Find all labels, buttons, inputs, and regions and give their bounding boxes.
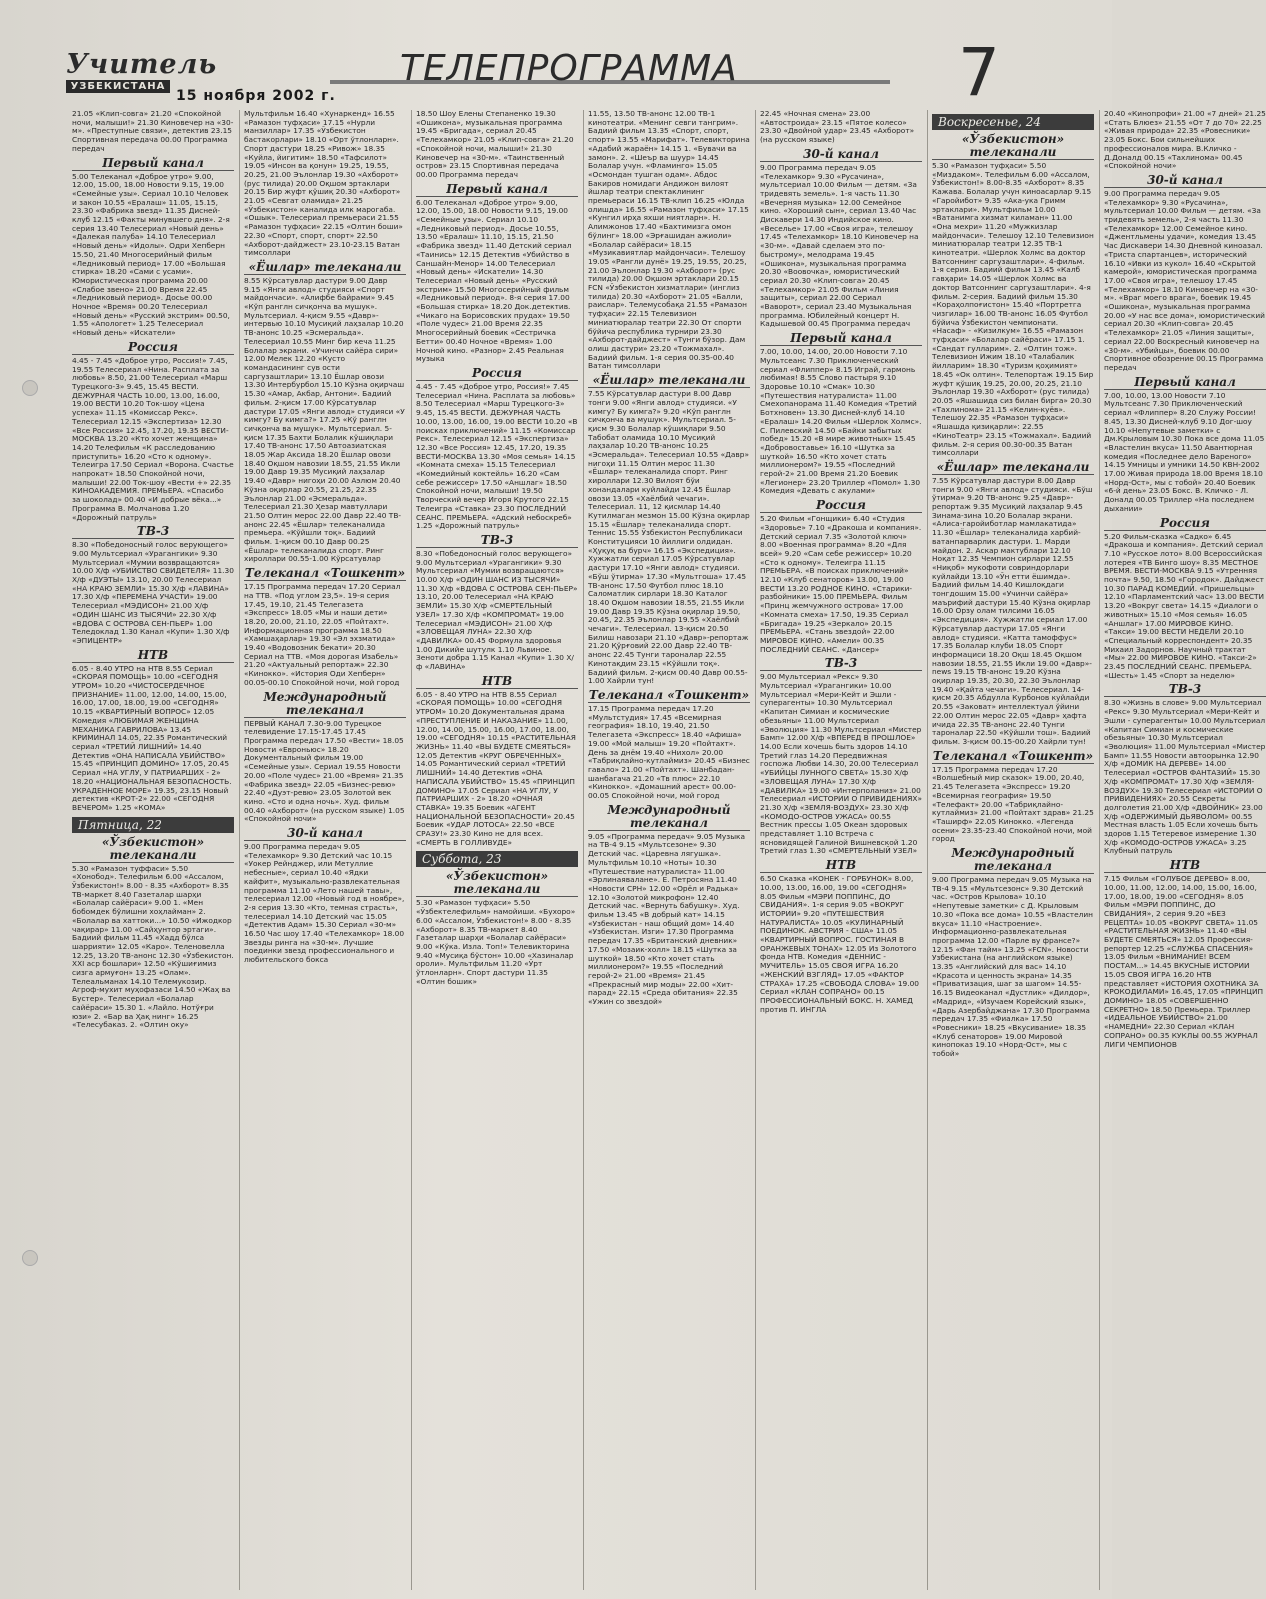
program-listing: 9.00 Программа передач 9.05 «Телехамкор» 9.30 Детский час 10.15 «Уокер Рейнджер, или Метуллие небесные», сериал 10.40 «Ядки кайфит», музыкально-развлекательная программа 11.10 «Лето нашей тавы», телесериал 12.00 «Новый год в ноябре», 2-я серия 13.30 «Кто, темная страсть», телесериал 14.10 Детский час 15.05 «Детектив Адам» 15.30 Сериал «30-м» 16.50 Час шоу 17.40 «Телехамкор» 18.00 Звезды ринга на «30-м». Лучшие поединки звезд профессионального и любительского бокса <box>244 842 405 965</box>
day-heading: Воскресенье, 24 <box>932 114 1094 130</box>
channel-heading: Телеканал «Тошкент» <box>932 748 1094 763</box>
channel-heading: НТВ <box>416 675 578 689</box>
program-listing: 7.55 Кўрсатувлар дастури 8.00 Давр тонги 9.00 «Янги авлод» студияси. «Бўш ўтирма» 9.20 ТВ-анонс 9.25 «Давр»-репортаж 9.35 Мусиқий лаҳзалар 9.45 Зинама-зина 10.20 Болалар экрани. «Алиса-гаройиботлар мамлакатида» 11.30 «Ёшлар» телеканалида харбий-ватанпарварлик дастури. 1. Марди майдон. 2. Аскар мактублари 12.10 Ноқат 12.35 Чемпион сирлари 12.55 «Ниқоб» мукофоти совриндорлари куйлайди 13.10 «Ўн етти ёшимда». Бадиий фильм 14.40 Кишлоқдаги тонгдошим 15.00 «Учинчи сайёра» маърифий дастури 15.40 Кўзна оқирлар 16.00 Орзу олам тилсими 16.05 «Экспедиция». Хужжатли сериал 17.00 Кўрсатувлар дастури 17.05 «Янги авлод» студияси. «Катта тамоффус» 17.35 Болалар клуби 18.05 Спорт информациси 18.20 Оқш 18.45 Оқшом навозии 18.55, 21.55 Икли 19.00 «Давр»-news 19.15 ТВ-анонс 19.20 Кўзна оқирлар 19.35, 20.30, 22.30 Эълонлар 19.40 «Қайта чечаги». Телесериал. 14-қисм 20.35 Абдулла Курбонов куйлайди 20.55 «Заковат» интеллектуал ўйини 22.00 Олтин мерос 22.05 «Давр» ҳафта ичида 22.35 ТВ-анонс 22.40 Тунги тароналар 22.50 «Кўйшли тош». Бадиий фильм. 3-қисм 00.15-00.20 Хайрли тун! <box>932 475 1093 746</box>
channel-heading: «Ўзбекистон» телеканали <box>72 836 234 863</box>
channel-heading: Первый канал <box>72 157 234 171</box>
page-number: 7 <box>958 34 1000 111</box>
program-listing: 17.15 Программа передач 17.20 «Волшебный мир сказок» 19.00, 20.40, 21.45 Телегазета «Экспресс» 19.20 «Всемирная география» 19.50 «Телефакт» 20.00 «Табриқлайно-кутлаймиз» 21.00 «Пойтахт здрав» 21.25 «Таширф» 22.05 Кинокко. «Легенда осени» 23.35-23.40 Спокойной ночи, мой город <box>932 764 1094 844</box>
channel-heading: НТВ <box>1104 859 1266 873</box>
day-heading: Пятница, 22 <box>72 817 234 833</box>
logo-bar: УЗБЕКИСТАНА <box>66 80 170 93</box>
program-listing: 9.00 Программа передач 9.05 «Телехамкор» 9.30 «Русачина», мультсериал 10.00 Фильм — детям. «За тридевять земель». 1-я часть 11.30 «Вечерняя музыка» 12.00 Семейное кино. «Хороший сын», сериал 13.40 Час Дискавери 14.30 Индийское кино. «Веселье» 17.00 «Своя игра», телешоу 17.45 «Телехамкор» 18.10 Киновечер на «30-м». «Давай сделаем это по-быстрому», мелодрама 19.45 «Ошикона», музыкальная программа 20.30 «Воовочка», юмористический сериал 20.30 «Клип-совга» 20.45 «Телехамкор» 21.05 Фильм «Линия защиты», сериал 22.00 Сериал «Ваворот», сериал 23.40 Музыкальная программа. Юбилейный концерт Н. Кадышевой 00.45 Программа передач <box>760 162 919 329</box>
channel-heading: Международный телеканал <box>244 691 406 718</box>
channel-heading: Россия <box>416 367 578 381</box>
program-listing: Мультфильм 16.40 «Хунаркенд» 16.55 «Рамазон туфҳаси» 17.15 «Нурли манзиллар» 17.35 «Ўзбекистон бастакорлари» 18.10 «Орт ўтлонларн». Спорт дастури 18.25 «Ривож» 18.35 «Куйла, йигитим» 18.50 «Тафсилот» 19.05 «Инсон ва қонун» 19.25, 19.55, 20.25, 21.00 Эълонлар 19.30 «Ахборот» (рус тилида) 20.00 Оқшом эртаклари 20.15 Бир жуфт қўшиқ 20.30 «Ахборот» 21.05 «Севгат оламида» 21.25 «Ўзбекистон» каналида илк марогаба. «Ошык». Телесериал премьераси 21.55 «Рамазон туфҳаси» 22.15 «Олтин боши» 22.30 «Спорт, спорт, спорт» 22.50 «Ахборот-дайджест» 23.10-23.15 Ватан тимсоллари <box>244 109 403 258</box>
program-listing: 5.20 Фильм-сказка «Садко» 6.45 «Дракоша и компания». Детский сериал 7.10 «Русское лото» 8.00 Всероссийская лотерея «ТВ Бинго шоу» 8.35 МЕСТНОЕ ВРЕМЯ. ВЕСТИ-МОСКВА 9.15 «Утренняя почта» 9.50, 18.50 «Городок». Дайджест 10.30 ПАРАД КОМЕДИЙ. «Пришельцы» 12.10 «Парламентский час» 13.00 ВЕСТИ 13.20 «Вокруг света» 14.15 «Диалоги о животных» 15.10 «Моя семья» 16.05 «Аншлаг» 17.00 МИРОВОЕ КИНО. «Такси» 19.00 ВЕСТИ НЕДЕЛИ 20.10 «Специальный корреспондент» 20.35 Михаил Задорнов. Научный трактат «Мы» 22.00 МИРОВОЕ КИНО. «Такси-2» 23.45 ПОСЛЕДНИЙ СЕАНС. ПРЕМЬЕРА. «Шесть» 1.45 «Спорт за неделю» <box>1104 531 1265 680</box>
channel-heading: Телеканал «Тошкент» <box>588 688 750 702</box>
channel-heading: Телеканал «Тошкент» <box>244 566 406 581</box>
program-listing: 5.00 Телеканал «Доброе утро» 9.00, 12.00, 15.00, 18.00 Новости 9.15, 19.00 «Семейные узы». Сериал 10.10 Человек и закон 10.55 «Ералаш» 11.05, 15.15, 23.30 «Фабрика звезд» 11.35 Дисней-клуб 12.15 «Факты минувшего дня». 2-я серия 13.40 Телесериал «Новый день» «Далекая палуба» 14.10 Телесериал «Новый день» «Идолы». Одри Хепберн 15.50, 21.40 Многосерийный фильм «Ледниковый период» 17.00 «Большая стирка» 18.20 «Сами с усами». Юмористическая программа 20.00 «Слабое звено» 21.00 Время 22.45 «Ледниковый период». Досье 00.00 Ночное «Время» 00.20 Телесериал «Новый день» «Русский экстрим» 00.50, 1.55 «Апологет» 1.25 Телесериал «Новый день» «Искатели» <box>72 171 230 338</box>
channel-heading: НТВ <box>760 859 922 873</box>
channel-heading: «Ёшлар» телеканали <box>244 261 406 275</box>
column-divider <box>927 110 928 1590</box>
program-listing: ПЕРВЫЙ КАНАЛ 7.30-9.00 Турецкое телевидение 17.15-17.45 17.45 Программа передач 17.50 «Вести» 18.05 Новости «Евроньюс» 18.20 Документальный фильм 19.00 «Семейные узы». Сериал 19.55 Новости 20.00 «Поле чудес» 21.00 «Время» 21.35 «Фабрика звезд» 22.05 «Бизнес-ревю» 22.40 «Дуэт-ревю» 23.05 Золотой век кино. «Сто и одна ночь». Худ. фильм 00.40 «Ахборот» (на русском языке) 1.05 «Спокойной ночи» <box>244 718 405 824</box>
channel-heading: ТВ-3 <box>72 525 234 539</box>
channel-heading: 30-й канал <box>760 148 922 162</box>
punch-hole <box>22 1250 38 1266</box>
program-listing: 22.45 «Ночная смена» 23.00 «Автостроида» 23.15 «Пятое колесо» 23.30 «Двойной удар» 23.45 «Ахборот» (на русском языке) <box>760 109 915 145</box>
program-listing: 4.45 - 7.45 «Доброе утро, Россия!» 7.45 Телесериал «Нина. Расплата за любовь» 8.50 Телесериал «Марш Турецкого-3» 9.45, 15.45 ВЕСТИ. ДЕЖУРНАЯ ЧАСТЬ 10.00, 13.00, 16.00, 19.00 ВЕСТИ 10.20 «В поисках приключений» 11.15 «Комиссар Рекс». Телесериал 12.15 «Экспертиза» 12.30 «Все Россия» 12.45, 17.20, 19.35 ВЕСТИ-МОСКВА 13.30 «Моя семья» 14.15 «Комната смеха» 15.15 Телесериал «Комедийный коктейль» 16.20 «Сам себе режиссер» 17.50 «Аншлаг» 18.50 Спокойной ночи, малыши! 19.50 Творческий вечер Игоря Крутого 22.15 Телеигра «Ставка» 23.30 ПОСЛЕДНИЙ СЕАНС. ПРЕМЬЕРА. «Адский небоскреб» 1.25 «Дорожный патруль» <box>416 381 578 531</box>
punch-hole <box>22 380 38 396</box>
program-column <box>72 110 234 1590</box>
program-column <box>588 110 750 1590</box>
program-listing: 7.00, 10.00, 13.00 Новости 7.10 Мультсеанс 7.30 Приключенческий сериал «Флиппер» 8.20 Служу России! 8.45, 13.30 Дисней-клуб 9.10 Дог-шоу 10.10 «Непутевые заметки» с Дм.Крыловым 10.30 Пока все дома 11.05 «Властелин вкуса» 11.50 Авантюрная комедия «Последнее дело Вареного» 14.15 Умницы и умники 14.50 КВН-2002 17.00 Живая природа 18.00 Время 18.10 «Норд-Ост», мы с тобой» 20.40 Боевик «6-й день» 23.05 Бокс. В. Кличко - Л. Доналд 00.05 Триллер «На последнем дыхании» <box>1104 390 1265 513</box>
channel-heading: «Ёшлар» телеканали <box>588 374 750 388</box>
program-column <box>416 110 578 1590</box>
program-listing: 5.30 «Рамазон туфҳаси» 5.50 «Миздаком». Телефильм 6.00 «Ассалом, Ўзбекистон!» 8.00-8.35 «Ахборот» 8.35 Кажава. Болалар учун киноасарлар 9.15 «Гаройибот» 9.35 «Ака-ука Гримм эртаклари». Мультфильм 10.00 «Ватанимга хизмат киламан» 11.00 «Она мехри» 11.20 «Мужкизлар майдончаси». Телешоу 12.10 Телевизион миниатюралар театри 12.35 ТВ-1 кинотеатри. «Шерлок Холмс ва доктор Ватсоннинг саргузаштлари». 4-фильм. 1-я серия. Бадиий фильм 13.45 «Калб гавҳари» 14.05 «Шерлок Холмс ва доктор Ватсоннинг саргузаштлари». 4-я фильм. 2-серия. Бадиий фильм 15.30 «Кораҳолпоғистон» 15.40 «Портретга чизгилар» 16.00 ТВ-анонс 16.05 Футбол бўйича Ўзбекистон чемпионати. «Насаф» - «Кизилкум» 16.55 «Рамазон туфҳаси» «Болалар сайёраси» 17.15 1. «Сандат гулларим». 2. «Олтин тож». Телевизион Ижим 18.10 «Талабалик йилларим» 18.30 «Туризм қоҳимият» 18.45 «Ок олтин». Телепортаж 19.15 Бир жуфт қўшиқ 19.25, 20.00, 20.25, 21.10 Эълонлар 19.30 «Ахборот» (рус тилида) 20.05 «Яшашида сиз билан бирга» 20.30 «Тахлинома» 21.15 «Келин-куёв». Телешоу 22.35 «Рамазон туфҳаси» «Яшашда қизиқарли»: 22.55 «КиноТеатр» 23.15 «Тожмахал». Бадиий фильм. 2-я серия 00.30-00.35 Ватан тимсоллари <box>932 161 1094 458</box>
channel-heading: 30-й канал <box>1104 174 1266 188</box>
program-listing: 17.15 Программа передач 17.20 Сериал на ТТВ. «Под углом 23,5». 19-я серия 17.45, 19.10, 21.45 Телегазета «Экспресс» 18.05 «Мы и наши дети» 18.20, 20.00, 21.10, 22.05 «Пойтахт». Информационная программа 18.50 «Хамшаҳарлар» 19.30 «Эл эхзматида» 19.40 «Водовозник бекати» 20.30 Сериал на ТТВ. «Моя дорогая Изабель» 21.20 «Актуальный репортаж» 22.30 «Кинокко». «История Оди Хепберн» 00.05-00.10 Спокойной ночи, мой город <box>244 582 401 687</box>
channel-heading: Международный телеканал <box>932 847 1094 874</box>
column-divider <box>755 110 756 1590</box>
program-listing: 9.05 «Программа передач» 9.05 Музыка на ТВ-4 9.15 «Мультсезоне» 9.30 Детский час. «Царевна лягушка». Мультфильм 10.10 «Ноты» 10.30 «Путешествие натуралиста» 11.00 «Эрлинаявалане». Е. Петросянa 11.40 «Новости СРН» 12.00 «Орёл и Радька» 12.10 «Золотой микрофон» 12.40 Детский час. «Вернуть бабушку». Худ. фильм 13.45 «В добрый кат» 14.15 «Узбекистан - наш общий дом» 14.40 «Узбекистан. Изги» 17.30 Программа передач 17.35 «Британский дневник» 17.50 «Мозаик-холл» 18.15 «Шутка за шуткой» 18.50 «Кто хочет стать миллионером?» 19.55 «Последний герой-2» 21.00 «Время» 21.45 «Прекрасный мир моды» 22.00 «Хит-парад» 22.15 «Среда обитания» 22.35 «Ужин со звездой» <box>588 831 746 1007</box>
program-listing: 17.15 Программа передач 17.20 «Мультстудия» 17.45 «Всемирная география» 18.10, 19.40, 21.50 Телегазета «Экспресс» 18.40 «Афиша» 19.00 «Мой малыш» 19.20 «Пойтахт». День за днём 19.40 «Нихол» 20.00 «Табриқлайно-кутлаймиз» 20.45 «Бизнес гавало» 21.00 «Пойтахт». Шанбадан-шанбагача 21.20 «Тв плюс» 22.10 «Кинокко». «Домашний арест» 00.00-00.05 Спокойной ночи, мой город <box>588 704 750 801</box>
channel-heading: НТВ <box>72 649 234 663</box>
program-listing: 5.20 Фильм «Гонщики» 6.40 «Студия «Здоровье» 7.10 «Дракоша и компания». Детский сериал 7.35 «Золотой ключ» 8.00 «Военная программа» 8.20 «Для всей» 9.20 «Сам себе режиссер» 10.20 «Сто к одному». Телеигра 11.15 ПРЕМЬЕРА. «В поисках приключений» 12.10 «Клуб сенаторов» 13.00, 19.00 ВЕСТИ 13.20 РОДНОЕ КИНО. «Старики-разбойники» 15.00 ПРЕМЬЕРА. Фильм «Принц жемчужного острова» 17.00 «Комната смеха» 17.50, 19.35 Сериал «Бригада» 19.25 «Зеркало» 20.15 ПРЕМЬЕРА. «Стань звездой» 22.00 МИРОВОЕ КИНО. «Амели» 00.35 ПОСЛЕДНИЙ СЕАНС. «Дансер» <box>760 514 922 654</box>
program-listing: 4.45 - 7.45 «Доброе утро, Россия!» 7.45, 19.55 Телесериал «Нина. Расплата за любовь» 8.50, 21.00 Телесериал «Марш Турецкого-3» 9.45, 15.45 ВЕСТИ. ДЕЖУРНАЯ ЧАСТЬ 10.00, 13.00, 16.00, 19.00 ВЕСТИ 10.20 Ток-шоу «Цена успеха» 11.15 «Комиссар Рекс». Телесериал 12.15 «Экспертиза» 12.30 «Все Россия» 12.45, 17.20, 19.35 ВЕСТИ-МОСКВА 13.20 «Кто хочет женщина» 14.20 Телефильм «К расследованию приступить» 16.20 «Сто к одному». Телеигра 17.50 Сериал «Ворона. Счастье напрокат» 18.50 Спокойной ночи, малыши! 22.00 Ток-шоу «Вести +» 22.35 КИНОАКАДЕМИЯ. ПРЕМЬЕРА. «Спасибо за шоколад» 00.40 «И добрые вёка...» Программа В. Молчанова 1.20 «Дорожный патруль» <box>72 355 234 522</box>
program-listing: 7.00, 10.00, 14.00, 20.00 Новости 7.10 Мультсеанс 7.30 Приключенческий сериал «Флиппер» 8.15 Играй, гармонь любимая! 8.55 Слово пастыря 9.10 Здоровье 10.10 «Смак» 10.30 «Путешествия натуралиста» 11.00 Смехопанорама 11.40 Комедия «Третий Ботхновен» 13.30 Дисней-клуб 14.10 «Ералаш» 14.20 Фильм «Шерлок Холмс». С. Пилевский 14.50 «Байки забытых побед» 15.20 «В мире животных» 15.45 «Добровоставье» 16.10 «Шутка за шуткой» 16.50 «Кто хочет стать миллионером?» 19.55 «Последний герой-2» 21.00 Время 21.20 Боевик «Легионер» 23.20 Триллер «Помол» 1.30 Комедия «Девать с акулами» <box>760 347 922 496</box>
channel-heading: Россия <box>760 499 922 513</box>
channel-heading: «Ўзбекистон» телеканали <box>416 870 578 897</box>
program-listing: 9.00 Мультсериал «Рекс» 9.30 Мультсериал «Урагангики» 10.00 Мультсериал «Мери-Кейт и Эшли - суперагенты» 10.30 Мультсериал «Капитан Симиан и космические обезьяны» 11.00 Мультсериал «Эволюция» 11.30 Мультсериал «Мистер Бамп» 12.00 Х/ф «ВПЕРЕД В ПРОШЛОЕ» 14.00 Если хочешь быть здоров 14.10 Третий глаз 14.20 Передвижная госпожа Любви 14.30, 20.00 Телесериал «УБИЙЦЫ ЛУННОГО СВЕТА» 15.30 Х/ф «ЗЛОВЕЩАЯ ЛУНА» 17.30 Х/ф «ДАВИЛКА» 19.00 «Интерполаниз» 21.00 Телесериал «ИСТОРИИ О ПРИВИДЕНИЯХ» 21.30 Х/ф «ЗЕМЛЯ-ВОЗДУХ» 23.30 Х/ф «КОМОДО-ОСТРОВ УЖАСА» 00.55 Вестник прессы 1.05 Океан здоровых представляет 1.10 Встреча с ясновидящей Галиной Вишневской 1.20 Третий глаз 1.30 «СМЕРТЕЛЬНЫЙ УЗЕЛ» <box>760 672 923 856</box>
channel-heading: Россия <box>1104 517 1266 531</box>
program-listing: 6.05 - 8.40 УТРО на НТВ 8.55 Сериал «СКОРАЯ ПОМОЩЬ» 10.00 «СЕГОДНЯ УТРОМ» 10.20 Документальная драма «ПРЕСТУПЛЕНИЕ И НАКАЗАНИЕ» 11.00, 12.00, 14.00, 15.00, 16.00, 17.00, 18.00, 19.00 «СЕГОДНЯ» 10.15 «РАСТИТЕЛЬНАЯ ЖИЗНЬ» 11.40 «ВЫ БУДЕТЕ СМЕЯТЬСЯ» 12.05 Детектив «КРУГ ОБРЕЧЕННЫХ» 14.05 Романтический сериал «ТРЕТИЙ ЛИШНИЙ» 14.40 Детектив «ОНА НАПИСАЛА УБИЙСТВО» 15.45 «ПРИНЦИП ДОМИНО» 17.05 Сериал «НА УГЛУ, У ПАТРИАРШИХ - 2» 18.20 «ОЧНАЯ СТАВКА» 19.35 Боевик «АГЕНТ НАЦИОНАЛЬНОЙ БЕЗОПАСНОСТИ» 20.45 Боевик «УДАР ЛОТОСА» 22.50 «ВСЕ СРАЗУ!» 23.30 Кино не для всех. «СМЕРТЬ В ГОЛЛИВУДЕ» <box>416 689 576 847</box>
program-listing: 7.15 Фильм «ГОЛУБОЕ ДЕРЕВО» 8.00, 10.00, 11.00, 12.00, 14.00, 15.00, 16.00, 17.00, 18.00, 19.00 «СЕГОДНЯ» 8.05 Фильм «МЭРИ ПОППИНС, ДО СВИДАНИЯ», 2 серия 9.20 «БЕЗ РЕЦЕПТА» 10.05 «ВОКРУГ СВЕТА» 11.05 «РАСТИТЕЛЬНАЯ ЖИЗНЬ» 11.40 «ВЫ БУДЕТЕ СМЕЯТЬСЯ» 12.05 Профессия-репортер 12.25 «СЛУЖБА СПАСЕНИЯ» 13.05 Фильм «ВНИМАНИЕ! ВСЕМ ПОСТАМ...» 14.45 ВКУСНЫЕ ИСТОРИИ 15.05 СВОЯ ИГРА 16.20 НТВ представляет «ИСТОРИЯ ОХОТНИКА ЗА КРОКОДИЛАМИ» 16.45, 17.05 «ПРИНЦИП ДОМИНО» 18.05 «СОВЕРШЕННО СЕКРЕТНО» 18.50 Премьера. Триллер «ИДЕАЛЬНОЕ УБИЙСТВО» 21.00 «НАМЕДНИ» 22.30 Сериал «КЛАН СОПРАНО» 00.35 КУКЛЫ 00.55 ЖУРНАЛ ЛИГИ ЧЕМПИОНОВ <box>1104 874 1264 1049</box>
program-columns <box>72 109 1266 1590</box>
program-listing: 8.30 «Жизнь в слове» 9.00 Мультсериал «Рекс» 9.30 Мультсериал «Мери-Кейт и Эшли - суперагенты» 10.00 Мультсериал «Капитан Симиан и космические обезьяны» 10.30 Мультсериал «Эволюция» 11.00 Мультсериал «Мистер Бамп» 11.55 Новости автоорынка 12.90 Х/ф «ДОМИК НА ДЕРЕВЕ» 14.00 Телесериал «ОСТРОВ ФАНТАЗИЙ» 15.30 Х/ф «КОМПРОМАТ» 17.30 Х/ф «ЗЕМЛЯ-ВОЗДУХ» 19.30 Телесериал «ИСТОРИИ О ПРИВИДЕНИЯХ» 20.55 Секреты долголетия 21.00 Х/ф «ДВОЙНИК» 23.00 Х/ф «ОДЕРЖИМЫЙ ДЬЯВОЛОМ» 00.55 Местная власть 1.05 Если хочешь быть здоров 1.15 Тетеревое измерение 1.30 Х/ф «КОМОДО-ОСТРОВ УЖАСА» 3.25 Клубный патруль <box>1104 698 1266 856</box>
column-divider <box>1099 110 1100 1590</box>
program-listing: 5.30 «Рамазон туфҳаси» 5.50 «Ўзбектелефильм» намойиши. «Бухоро» 6.00 «Ассалом, Ўзбекистон!» 8.00 - 8.35 «Ахборот» 8.35 ТВ-маркет 8.40 Газеталар шарҳи «Болалар сайёраси» 9.00 «Кўка. Изла. Топ!» Телевикторина 9.40 «Мусиқа бўстон» 10.00 «Хазиналар ороли». Мультфильм 11.20 «Ўрт ўтлонларн». Спорт дастури 11.35 «Олтин бошик» <box>416 898 576 986</box>
channel-heading: ТВ-3 <box>760 657 922 671</box>
channel-heading: Россия <box>72 341 234 355</box>
program-listing: 8.55 Кўрсатувлар дастури 9.00 Давр 9.15 «Янги авлод» студияси «Спорт майдончаси». «Алифбе байрами» 9.45 «Кўп ранглн сичқонча ва мушук». Мультсериал. 4-қисм 9.55 «Давр»-интервью 10.10 Мусиқий лаҳзалар 10.20 ТВ-анонс 10.25 «Эсмеральда». Телесериал 10.55 Минг бир кеча 11.25 Болалар экрани. «Учинчи сайёра сири» 12.00 Мелек 12.20 «Кусто командасининг сув ости саргузаштлари» 13.10 Ёшлар овози 13.30 Интербурбол 15.10 Кўзна оқирчаш 15.30 «Амар, Акбар, Антони». Бадиий фильм. 2-қисм 17.00 Кўрсатувлар дастури 17.05 «Янги авлод» студияси «У кимгу? Бу кимга?» 17.25 «Кў ранглн сичқонча ва мушук». Мультсериал. 5-қисм 17.35 Бахти Болалик кўшиқлари 17.40 ТВ-анонс 17.50 Автоазиатская 18.05 Жар Аксида 18.20 Ёшлар овози 18.40 Оқшом навозии 18.55, 21.55 Икли 19.00 Давр 19.35 Мусиқий лаҳзалар 19.40 «Давр» нигоҳи 20.00 Аэлюм 20.40 Кўзна оқирлар 20.55, 21.25, 22.35 Эълонлар 21.00 «Эсмеральда». Телесериал 21.30 Ҳезар мавтуллари 21.50 Олтин мерос 22.00 Давр 22.40 ТВ-анонс 22.45 «Ёшлар» телеканалида премьера. «Кўйшли тоқ». Бадиий фильм. 1-қисм 00.10 Давр 00.25 «Ёшлар» телеканалида спорт. Ринг хироллари 00.55-1.00 Кўрсатувлар <box>244 275 405 564</box>
program-listing: 8.30 «Победоносный голос верующего» 9.00 Мультсериал «Урагангики» 9.30 Мультсериал «Мумии возвращаются» 10.00 Х/ф «ОДИН ШАНС ИЗ ТЫСЯЧИ» 11.30 Х/ф «ВДОВА С ОСТРОВА СЕН-ПЬЕР» 13.10, 20.00 Телесериал «НА КРАЮ ЗЕМЛИ» 15.30 Х/ф «СМЕРТЕЛЬНЫЙ УЗЕЛ» 17.30 Х/ф «КОМПРОМАТ» 19.00 Телесериал «МЭДИСОН» 21.00 Х/ф «ЗЛОВЕЩАЯ ЛУНА» 22.30 Х/ф «ДАВИЛКА» 00.45 Формула здоровья 1.00 Дикийе шутулк 1.10 Львиное. Зеноти добра 1.15 Канал «Купи» 1.30 Х/ф «ЛАВИНА» <box>416 548 578 672</box>
channel-heading: Первый канал <box>416 183 578 197</box>
page-headline: ТЕЛЕПРОГРАММА <box>400 48 738 89</box>
program-listing: 5.30 «Рамазон туффаси» 5.50 «Хонобод». Телефильм 6.00 «Ассалом, Ўзбекистон!» 8.00 - 8.35 «Ахборот» 8.35 ТВ-маркет 8.40 Газеталар шарҳи «Болалар сайёраси» 9.00 1. «Мен бобомдек бўлишни хоҳлайман» 2. «Болалар ва хаттоки...» 10.50 «Ижодкор чақирар» 11.00 «Сайҳунтор эртаги». Бадиий фильм 11.45 «Хадд бўлса шаррияти» 12.05 «Каро». Теленовелла 12.25, 13.20 ТВ-анонс 12.30 «Ўзбекистон. XXI аср бошлари» 12.50 «Кўшиғимиз сизга армуғон» 13.25 «Олам». Телеальманах 14.10 Телемукозир. Агроф-мухит муҳофазаси 14.50 «Жаҳ ва Бустер». Телесериал «Болалар сайёраси» 15.30 1. «Лайло. Нотўғри юзи» 2. «Бар ва Ҳақ нинг» 16.25 «Телесубаказ. 2. «Олтин оку» <box>72 863 234 1030</box>
program-column <box>932 110 1094 1590</box>
column-divider <box>411 110 412 1590</box>
program-listing: 6.00 Телеканал «Доброе утро» 9.00, 12.00, 15.00, 18.00 Новости 9.15, 19.00 «Семейные узы». Сериал 10.10 «Ледниковый период». Досье 10.55, 13.50 «Ералаш» 11.10, 15.15, 21.50 «Фабрика звезд» 11.40 Детский сериал «Таинись» 12.15 Детектив «Убийство в Саншайн-Менор» 14.00 Телесериал «Новый день» «Искатели» 14.30 Телесериал «Новый день» «Русский экстрим» 15.50 Многосерийный фильм «Ледниковый период». 8-я серия 17.00 «Большая стирка» 18.20 Док.детектив. «Чикаго на Борисовских прудах» 19.50 «Поле чудес» 21.00 Время 22.35 Многосерийный боевик «Сестричка Бетти» 00.40 Ночное «Время» 1.00 Ночной кино. «Разнор» 2.45 Реальная музыка <box>416 197 572 364</box>
program-column <box>760 110 922 1590</box>
program-listing: 8.30 «Победоносный голос верующего» 9.00 Мультсериал «Урагангики» 9.30 Мультсериал «Мумии возвращаются» 10.00 Х/ф «УБИЙСТВО СВИДЕТЕЛЯ» 11.30 Х/ф «ДУЭТЫ» 13.10, 20.00 Телесериал «НА КРАЮ ЗЕМЛИ» 15.30 Х/ф «ЛАВИНА» 17.30 Х/ф «ПЕРЕМЕНА УЧАСТИ» 19.00 Телесериал «МЭДИСОН» 21.00 Х/ф «ОДИН ШАНС ИЗ ТЫСЯЧИ» 22.30 Х/ф «ВДОВА С ОСТРОВА СЕН-ПЬЕР» 1.00 Теледоклад 1.30 Канал «Купи» 1.30 Х/ф «ЭПИЦЕНТР» <box>72 540 234 645</box>
program-listing: 6.05 - 8.40 УТРО на НТВ 8.55 Сериал «СКОРАЯ ПОМОЩЬ» 10.00 «СЕГОДНЯ УТРОМ» 10.20 «ЧИСТОСЕРДЕЧНОЕ ПРИЗНАНИЕ» 11.00, 12.00, 14.00, 15.00, 16.00, 17.00, 18.00, 19.00 «СЕГОДНЯ» 10.15 «КВАРТИРНЫЙ ВОПРОС» 12.05 Комедия «ЛЮБИМАЯ ЖЕНЩИНА МЕХАНИКА ГАВРИЛОВА» 13.45 КРИМИНАЛ 14.05, 22.35 Романтический сериал «ТРЕТИЙ ЛИШНИЙ» 14.40 Детектив «ОНА НАПИСАЛА УБИЙСТВО» 15.45 «ПРИНЦИП ДОМИНО» 17.05, 20.45 Сериал «НА УГЛУ, У ПАТРИАРШИХ - 2» 18.20 «НАЦИОНАЛЬНАЯ БЕЗОПАСНОСТЬ. УКРАДЕННОЕ МОРЕ» 19.35, 23.15 Новый детектив «КРОТ-2» 22.00 «СЕГОДНЯ ВЕЧЕРОМ» 1.25 «КОМА» <box>72 663 232 812</box>
masthead-logo <box>66 49 218 93</box>
channel-heading: Первый канал <box>1104 376 1266 390</box>
channel-heading: ТВ-3 <box>1104 683 1266 697</box>
program-column <box>1104 110 1266 1590</box>
program-listing: 7.55 Кўрсатувлар дастури 8.00 Давр тонги 9.00 «Янги авлод» студияси. «У кимгу? Бу кимга?» 9.20 «Кўп ранглн сичқонча ва мушук». Мультсериал. 5-қисм 9.30 Болалар кўшиқлари 9.50 Табобат оламида 10.10 Мусиқий лаҳзалар 10.20 ТВ-анонс 10.25 «Эсмеральда». Телесериал 10.55 «Давр» нигоҳи 11.15 Олтин мерос 11.30 «Ёшлар» телеканалида спорт. Ринг хироллари 12.30 Вилоят бўи хонандалари куйлайди 12.45 Ёшлар овози 13.05 «Хаёлбий чечаги». Телесериал. 11, 12 қисмлар 14.40 Кутилмаган мезмон 15.00 Кўзна оқирлар 15.15 «Ёшлар» телеканалида спорт. Теннис 15.55 Ўзбекистон Республикаси Конституцияси 10 йиллиги олдидан. «Ҳуқуқ ва бурч» 16.15 «Экспедиция». Хужжатли сериал 17.05 Кўрсатувлар дастури 17.10 «Янги авлод» студияси. «Бўш ўтирма» 17.30 «Мультгоша» 17.45 ТВ-анонс 17.50 Футбол плюс 18.10 Саломатлик сирлари 18.30 Каталог 18.40 Оқшом навозии 18.55, 21.55 Икли 19.00 Давр 19.35 Кўзна оқирлар 19.50, 20.45, 22.35 Эълонлар 19.55 «Хаёлбий чечаги». Телесериал. 13-қисм 20.50 Билиш навозари 21.10 «Давр»-репортаж 21.20 Қўрғовий 22.00 Давр 22.40 ТВ-анонс 22.45 Тунги тароналар 22.55 Кинотақдим 23.15 «Кўйшли тоқ». Бадиий фильм. 2-қисм 00.40 Давр 00.55-1.00 Хайрли тун! <box>588 389 750 686</box>
program-listing: 9.00 Программа передач 9.05 Музыка на ТВ-4 9.15 «Мультсезонс» 9.30 Детский час. «Остров Крылова» 10.10 «Непутевые заметки» с Д. Крыловым 10.30 «Пока все дома» 10.55 «Властелин вкуса» 11.10 «Настроение». Информационно-развлекательная программа 12.00 «Парле ву франсе?» 12.15 «Фан тайм» 13.25 «FCN». Новости Узбекистана (на английском языке) 13.35 «Английский для вас» 14.10 «Красота и ценность экрана» 14.35 «Приватизация, шаг за шагом» 14.55-16.15 Видеоканал «Дустлик» «Дилдор», «Мадрид», «Изучаем Корейский язык», «Дарь Азербайджана» 17.30 Программа передач 17.35 «Фиалка» 17.50 «Ровесники» 18.25 «Вкусивание» 18.35 «Клуб сенаторов» 19.00 Мировой кинопоказ 19.10 «Норд-Ост», мы с тобой» <box>932 875 1093 1059</box>
program-listing: 6.50 Сказка «КОНЕК - ГОРБУНОК» 8.00, 10.00, 13.00, 16.00, 19.00 «СЕГОДНЯ» 8.05 Фильм «МЭРИ ПОППИНС, ДО СВИДАНИЯ». 1-я серия 9.05 «ВОКРУГ ИСТОРИИ» 9.20 «ПУТЕШЕСТВИЯ НАТУРАЛИСТА» 10.05 «КУЛИНАРНЫЙ ПОЕДИНОК. АВСТРИЯ - США» 11.05 «КВАРТИРНЫЙ ВОПРОС. ГОСТИНАЯ В ОРАНЖЕВЫХ ТОНАХ» 12.05 Из Золотого фонда НТВ. Комедия «ДЕННИС - МУЧИТЕЛЬ» 15.05 СВОЯ ИГРА 16.20 «ЖЕНСКИЙ ВЗГЛЯД» 17.05 «ФАКТОР СТРАХА» 17.25 «СВОБОДА СЛОВА» 19.00 Сериал «КЛАН СОПРАНО» 00.15 ПРОФЕССИОНАЛЬНЫЙ БОКС. Н. ХАМЕД против П. ИНГЛА <box>760 874 920 1014</box>
channel-heading: Первый канал <box>760 332 922 346</box>
channel-heading: ТВ-3 <box>416 534 578 548</box>
program-listing: 11.55, 13.50 ТВ-анонс 12.00 ТВ-1 кинотеатри. «Менинг севги тангрим». Бадиий фильм 13.35 «Спорт, спорт, спорт» 13.55 «Марифат». Телевикторина «Адабий жараён» 14.15 1. «Бувачи ва замон». 2. «Шеър ва шуур» 14.45 Болалар учун. «Фламинго» 15.05 «Осмондан тушган одам». Абдос Бакиров номидаги Андижон вилоят йшлар театри спектаклининг премьераси 16.15 ТВ-клип 16.25 «Юлда олишда» 16.55 «Рамазон туфҳаси» 17.15 «Кунгил ирҳа яхши ниятларн». Н. Алимжонов 17.40 «Бахтимизга омон бўлинг» 18.00 «Эрғашидан ажиоли» «Болалар сайёраси» 18.15 «Музикавиятлар майдончаси». Телешоу 19.05 «Рангли дунё» 19.25, 19.55, 20.25, 21.00 Эълонлар 19.30 «Ахборот» (рус тилида) 20.00 Оқшом эртаклари 20.15 FCN «Ўзбекистон хизматлари» (инглиз тилида) 20.30 «Ахборот» 21.05 «Балли, раислар». Телемусобақа 21.55 «Рамазон туфҳаси» 22.15 Телевизион миниатюралар театри 22.30 От спорти бўйича республика турнири 23.30 «Ахборот-дайджест» «Тунги бўзор. Дам олиш дастури» 23.20 «Тожмахал». Бадиий фильм. 1-я серия 00.35-00.40 Ватан тимсоллари <box>588 109 750 371</box>
issue-date: 15 ноября 2002 г. <box>176 88 336 104</box>
channel-heading: Международный телеканал <box>588 804 750 831</box>
channel-heading: «Ёшлар» телеканали <box>932 461 1094 475</box>
program-listing: 21.05 «Клип-совга» 21.20 «Спокойной ночи, малыши!» 21.30 Киновечер на «30-м». «Преступные связи», детектив 23.15 Спортивная передача 00.00 Программа передач <box>72 109 234 153</box>
program-column <box>244 110 406 1590</box>
column-divider <box>583 110 584 1590</box>
program-listing: 9.00 Программа передач 9.05 «Телехамкор» 9.30 «Русачина», мультсериал 10.00 Фильм — детям. «За тридевять земель», 2-я часть 11.30 «Телехамкор» 12.00 Семейное кино. «Джентльмены удачи», комедия 13.45 Час Дискавери 14.30 Дневной киноазал. «Триста спартанцев», исторический 16.10 «Ивки из кукол» 16.40 «Скрытой камерой», юмористическая программа 17.00 «Своя игра», телешоу 17.45 «Телехамкор» 18.10 Киновечер на «30-м». «Враг моего врага», боевик 19.45 «Ошикона», музыкальная программа 20.00 «У нас все дома», юмористический сериал 20.30 «Клип-совга» 20.45 «Телехамкор» 21.05 «Линия защиты», сериал 22.00 Воскресный киновечер на «30-м». «Убийцы», боевик 00.00 Спортивное обозрение 00.15 Программа передач <box>1104 188 1265 372</box>
channel-heading: 30-й канал <box>244 827 406 841</box>
program-listing: 18.50 Шоу Елены Степаненко 19.30 «Ошикона», музыкальная программа 19.45 «Бригада», сериал 20.45 «Телехамкор» 21.05 «Клип-совга» 21.20 «Спокойной ночи, малыши!» 21.30 Киновечер на «30-м». «Таинственный остров» 23.15 Спортивная передача 00.00 Программа передач <box>416 109 574 179</box>
channel-heading: «Ўзбекистон» телеканали <box>932 133 1094 160</box>
day-heading: Суббота, 23 <box>416 851 578 867</box>
column-divider <box>239 110 240 1590</box>
logo-script: Учитель <box>66 49 218 80</box>
program-listing: 20.40 «Кинопрофи» 21.00 «7 дней» 21.25 «Стать Блюез» 21.55 «От 7 до 70» 22.25 «Живая природа» 22.35 «Ровесники» 23.05 Бокс. Бои сильнейших профессионалов мира. В.Кличко - Д.Доналд 00.15 «Тахлинома» 00.45 «Спокойной ночи» <box>1104 109 1266 171</box>
